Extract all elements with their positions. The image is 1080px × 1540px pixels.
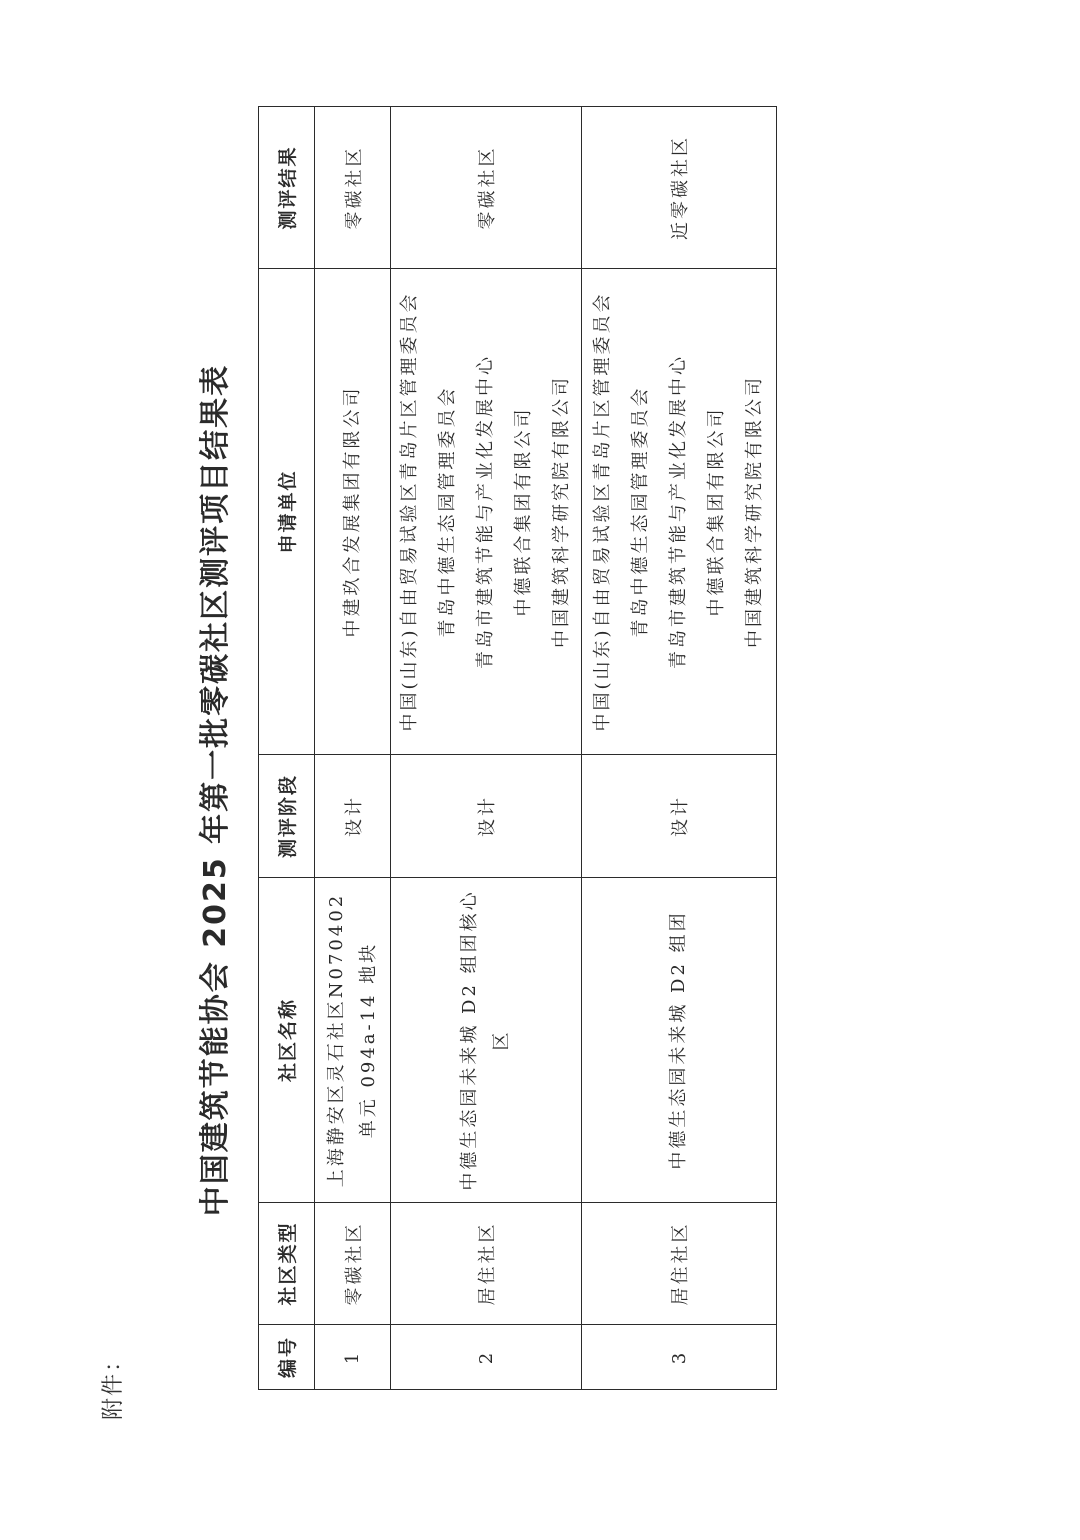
applicant-line: 中德联合集团有限公司: [513, 406, 534, 617]
table-header-row: [259, 107, 315, 1390]
row-stage: 设计: [315, 755, 391, 878]
rotated-page: [90, 80, 810, 1420]
header-stage: 测评阶段: [259, 755, 315, 878]
attachment-label: 附件：: [101, 1347, 126, 1420]
header-applicant: 申请单位: [259, 269, 315, 755]
row-applicants: [391, 269, 582, 755]
row-type: 居住社区: [391, 1203, 582, 1325]
page-title: 中国建筑节能协会 2025 年第一批零碳社区测评项目结果表: [198, 363, 233, 1217]
header-type: 社区类型: [259, 1203, 315, 1325]
applicant-line: 中国建筑科学研究院有限公司: [744, 375, 765, 648]
row-type: 居住社区: [582, 1203, 777, 1325]
applicant-line: 青岛中德生态园管理委员会: [630, 385, 651, 638]
row-type: 零碳社区: [315, 1203, 391, 1325]
row-result: 零碳社区: [315, 107, 391, 269]
row-stage: 设计: [391, 755, 582, 878]
header-no: 编号: [259, 1325, 315, 1390]
applicant-line: 青岛市建筑节能与产业化发展中心: [668, 354, 689, 669]
applicant-line: 青岛中德生态园管理委员会: [437, 385, 458, 638]
row-name: 中德生态园未来城 D2 组团核心区: [391, 878, 582, 1203]
row-result: 零碳社区: [391, 107, 582, 269]
table-row: [391, 107, 582, 1390]
row-no: 1: [315, 1325, 391, 1390]
applicant-line: 中国(山东)自由贸易试验区青岛片区管理委员会: [592, 291, 613, 732]
table-row: [315, 107, 391, 1390]
header-name: 社区名称: [259, 878, 315, 1203]
row-applicants: [315, 269, 391, 755]
row-stage: 设计: [582, 755, 777, 878]
applicant-line: 中国建筑科学研究院有限公司: [551, 375, 572, 648]
table-row: [582, 107, 777, 1390]
applicant-line: 青岛市建筑节能与产业化发展中心: [475, 354, 496, 669]
applicant-line: 中建玖合发展集团有限公司: [341, 385, 363, 638]
row-no: 3: [582, 1325, 777, 1390]
row-no: 2: [391, 1325, 582, 1390]
row-name: 上海静安区灵石社区N070402单元 094a-14 地块: [315, 878, 391, 1203]
applicant-line: 中国(山东)自由贸易试验区青岛片区管理委员会: [399, 291, 420, 732]
results-table: [258, 106, 777, 1390]
row-result: 近零碳社区: [582, 107, 777, 269]
row-applicants: [582, 269, 777, 755]
row-name: 中德生态园未来城 D2 组团: [582, 878, 777, 1203]
applicant-line: 中德联合集团有限公司: [706, 406, 727, 617]
header-result: 测评结果: [259, 107, 315, 269]
